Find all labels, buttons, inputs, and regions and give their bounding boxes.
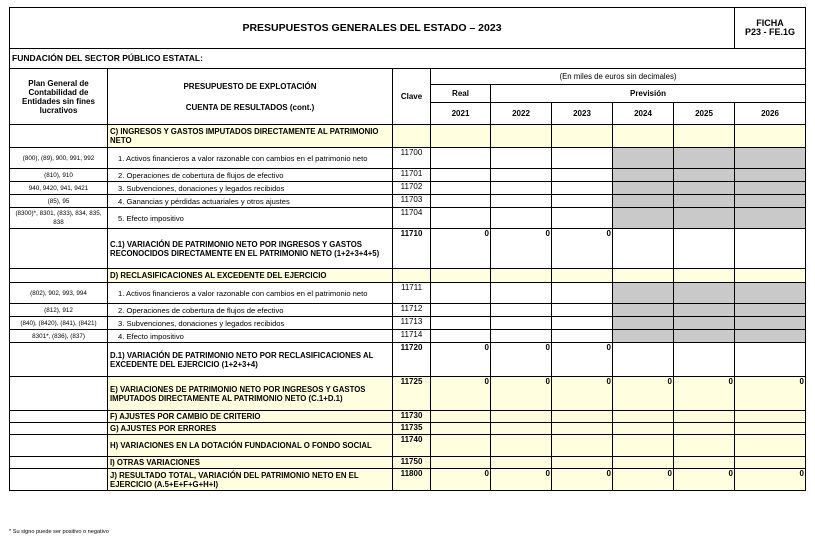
clave-cell: 11701 [393,169,431,182]
value-cell: 0 [491,377,552,411]
clave-cell: 11725 [393,377,431,411]
value-cell [431,269,491,283]
row-label: 4. Efecto impositivo [108,330,393,343]
value-cell [735,411,806,423]
table-row [10,411,806,423]
row-label: G) AJUSTES POR ERRORES [108,423,393,435]
row-label: H) VARIACIONES EN LA DOTACIÓN FUNDACIONAL O FONDO SOCIAL [108,435,393,457]
value-cell [613,269,674,283]
value-cell [674,343,735,377]
value-cell [552,208,613,229]
clave-cell: 11750 [393,457,431,469]
value-cell [735,343,806,377]
value-cell [613,411,674,423]
value-cell [491,435,552,457]
table-row [10,148,806,169]
value-cell [735,457,806,469]
value-cell [613,229,674,269]
value-cell [431,125,491,148]
value-cell [552,423,613,435]
clave-cell: 11703 [393,195,431,208]
value-cell: 0 [735,377,806,411]
budget-title: PRESUPUESTO DE EXPLOTACIÓN [183,81,317,91]
value-cell [431,182,491,195]
value-cell [431,330,491,343]
value-cell [613,343,674,377]
value-cell [735,208,806,229]
clave-cell: 11712 [393,304,431,317]
account-code: (802), 902, 993, 994 [10,283,108,304]
value-cell [674,283,735,304]
value-cell [735,148,806,169]
value-cell [674,182,735,195]
table-row [10,330,806,343]
value-cell [491,283,552,304]
account-code [10,269,108,283]
value-cell: 0 [491,469,552,491]
row-label: E) VARIACIONES DE PATRIMONIO NETO POR INGRESOS Y GASTOS IMPUTADOS DIRECTAMENTE AL PATRIMONIO NETO (C.1+D.1) [108,377,393,411]
value-cell: 0 [431,377,491,411]
row-label: 4. Ganancias y pérdidas actuariales y otros ajustes [108,195,393,208]
value-cell [613,169,674,182]
value-cell [674,148,735,169]
row-label: F) AJUSTES POR CAMBIO DE CRITERIO [108,411,393,423]
value-cell [674,423,735,435]
value-cell [613,330,674,343]
value-cell [552,195,613,208]
section-row [10,125,806,148]
year-header-2021: 2021 [431,103,491,125]
value-cell [613,423,674,435]
table-row [10,195,806,208]
prevision-header: Previsión [491,85,806,103]
value-cell [674,195,735,208]
account-code [10,457,108,469]
clave-cell: 11720 [393,343,431,377]
value-cell [674,229,735,269]
value-cell [613,208,674,229]
table-row [10,304,806,317]
table-row [10,469,806,491]
value-cell [552,182,613,195]
value-cell [735,304,806,317]
value-cell [735,125,806,148]
account-code: (800), (89), 900, 991, 992 [10,148,108,169]
value-cell [491,330,552,343]
value-cell [491,457,552,469]
value-cell [431,317,491,330]
value-cell [613,283,674,304]
clave-cell: 11730 [393,411,431,423]
value-cell [491,148,552,169]
value-cell [491,411,552,423]
value-cell [491,195,552,208]
real-header: Real [431,85,491,103]
value-cell [431,411,491,423]
value-cell [491,208,552,229]
row-label: 2. Operaciones de cobertura de flujos de efectivo [108,169,393,182]
clave-cell: 11702 [393,182,431,195]
row-label: J) RESULTADO TOTAL, VARIACIÓN DEL PATRIMONIO NETO EN EL EJERCICIO (A.5+E+F+G+H+I) [108,469,393,491]
value-cell [552,435,613,457]
clave-cell: 11704 [393,208,431,229]
row-label: 2. Operaciones de cobertura de flujos de efectivo [108,304,393,317]
value-cell [674,457,735,469]
value-cell [431,148,491,169]
row-label: C.1) VARIACIÓN DE PATRIMONIO NETO POR INGRESOS Y GASTOS RECONOCIDOS DIRECTAMENTE EN EL PATRIMONIO NETO (1+2+3+4+5) [108,229,393,269]
clave-cell: 11710 [393,229,431,269]
value-cell [552,148,613,169]
account-code [10,229,108,269]
ficha-cell [735,8,806,49]
value-cell [735,195,806,208]
section-label: D) RECLASIFICACIONES AL EXCEDENTE DEL EJERCICIO [108,269,393,283]
value-cell: 0 [674,377,735,411]
value-cell [735,229,806,269]
account-code: 940, 9420, 941, 9421 [10,182,108,195]
value-cell: 0 [552,229,613,269]
value-cell: 0 [552,377,613,411]
account-code [10,343,108,377]
table-row [10,208,806,229]
value-cell [613,317,674,330]
year-header-2022: 2022 [491,103,552,125]
year-header-2024: 2024 [613,103,674,125]
value-cell [552,269,613,283]
value-cell: 0 [674,469,735,491]
value-cell [552,125,613,148]
entity-title: FUNDACIÓN DEL SECTOR PÚBLICO ESTATAL: [10,49,806,69]
value-cell: 0 [552,343,613,377]
value-cell [674,269,735,283]
row-label: 3. Subvenciones, donaciones y legados recibidos [108,182,393,195]
clave-cell: 11713 [393,317,431,330]
value-cell [674,169,735,182]
value-cell [735,283,806,304]
value-cell [735,269,806,283]
row-label: 1. Activos financieros a valor razonable con cambios en el patrimonio neto [108,283,393,304]
clave-cell: 11711 [393,283,431,304]
value-cell [613,457,674,469]
year-header-2023: 2023 [552,103,613,125]
value-cell [431,195,491,208]
value-cell [613,195,674,208]
table-row [10,457,806,469]
value-cell [491,269,552,283]
value-cell [431,457,491,469]
value-cell [613,148,674,169]
value-cell: 0 [491,229,552,269]
value-cell [735,169,806,182]
value-cell [613,125,674,148]
account-code [10,435,108,457]
value-cell [674,330,735,343]
clave-cell: 11740 [393,435,431,457]
value-cell [552,317,613,330]
page-title: PRESUPUESTOS GENERALES DEL ESTADO – 2023 [10,8,735,49]
ficha-label: FICHA [756,18,784,28]
account-code: (85), 95 [10,195,108,208]
account-code: (810), 910 [10,169,108,182]
value-cell [613,182,674,195]
value-cell [674,317,735,330]
table-row [10,169,806,182]
value-cell: 0 [613,377,674,411]
row-label: 3. Subvenciones, donaciones y legados recibidos [108,317,393,330]
value-cell [674,125,735,148]
value-cell [491,423,552,435]
value-cell [491,125,552,148]
account-code [10,469,108,491]
value-cell [674,304,735,317]
row-label: I) OTRAS VARIACIONES [108,457,393,469]
clave-cell: 11800 [393,469,431,491]
value-cell [431,423,491,435]
value-cell [491,304,552,317]
table-row [10,435,806,457]
value-cell [674,208,735,229]
account-code: (812), 912 [10,304,108,317]
table-row [10,283,806,304]
value-cell [735,330,806,343]
account-code: (840), (8420), (841), (8421) [10,317,108,330]
table-row [10,182,806,195]
budget-sheet [9,7,806,535]
budget-subtitle: CUENTA DE RESULTADOS (cont.) [185,102,315,112]
account-code [10,125,108,148]
units-note: (En miles de euros sin decimales) [431,69,806,85]
ficha-code: P23 - FE.1G [744,27,796,37]
row-label: 5. Efecto impositivo [108,208,393,229]
row-label: D.1) VARIACIÓN DE PATRIMONIO NETO POR RECLASIFICACIONES AL EXCEDENTE DEL EJERCICIO (1+2+3+4) [108,343,393,377]
table-row [10,317,806,330]
section-row [10,269,806,283]
value-cell: 0 [431,229,491,269]
value-cell [674,411,735,423]
year-header-2025: 2025 [674,103,735,125]
value-cell: 0 [613,469,674,491]
value-cell [431,304,491,317]
clave-cell: 11714 [393,330,431,343]
account-code: 8301*, (836), (837) [10,330,108,343]
value-cell [613,304,674,317]
value-cell: 0 [552,469,613,491]
section-label: C) INGRESOS Y GASTOS IMPUTADOS DIRECTAMENTE AL PATRIMONIO NETO [108,125,393,148]
clave-cell [393,269,431,283]
value-cell [431,283,491,304]
table-row [10,377,806,411]
clave-cell [393,125,431,148]
year-header-2026: 2026 [735,103,806,125]
value-cell [735,317,806,330]
clave-cell: 11700 [393,148,431,169]
row-label: 1. Activos financieros a valor razonable con cambios en el patrimonio neto [108,148,393,169]
value-cell [491,169,552,182]
account-code [10,423,108,435]
account-code [10,411,108,423]
budget-header [108,69,393,125]
footnote: * Su signo puede ser positivo o negativo [9,529,109,535]
value-cell [552,283,613,304]
value-cell [674,435,735,457]
value-cell [431,208,491,229]
value-cell [735,423,806,435]
clave-cell: 11735 [393,423,431,435]
value-cell [552,304,613,317]
plan-header: Plan General de Contabilidad de Entidades sin fines lucrativos [10,69,108,125]
value-cell [552,169,613,182]
value-cell [491,317,552,330]
value-cell: 0 [491,343,552,377]
value-cell [552,411,613,423]
table-row [10,423,806,435]
account-code [10,377,108,411]
clave-header: Clave [393,69,431,125]
value-cell: 0 [431,469,491,491]
value-cell: 0 [431,343,491,377]
value-cell [735,182,806,195]
value-cell [613,435,674,457]
value-cell [735,435,806,457]
budget-table [9,7,806,491]
table-row [10,343,806,377]
table-row [10,229,806,269]
value-cell [491,182,552,195]
value-cell: 0 [735,469,806,491]
value-cell [552,330,613,343]
value-cell [431,435,491,457]
value-cell [552,457,613,469]
value-cell [431,169,491,182]
account-code: (8300)*, 8301, (833), 834, 835, 838 [10,208,108,229]
